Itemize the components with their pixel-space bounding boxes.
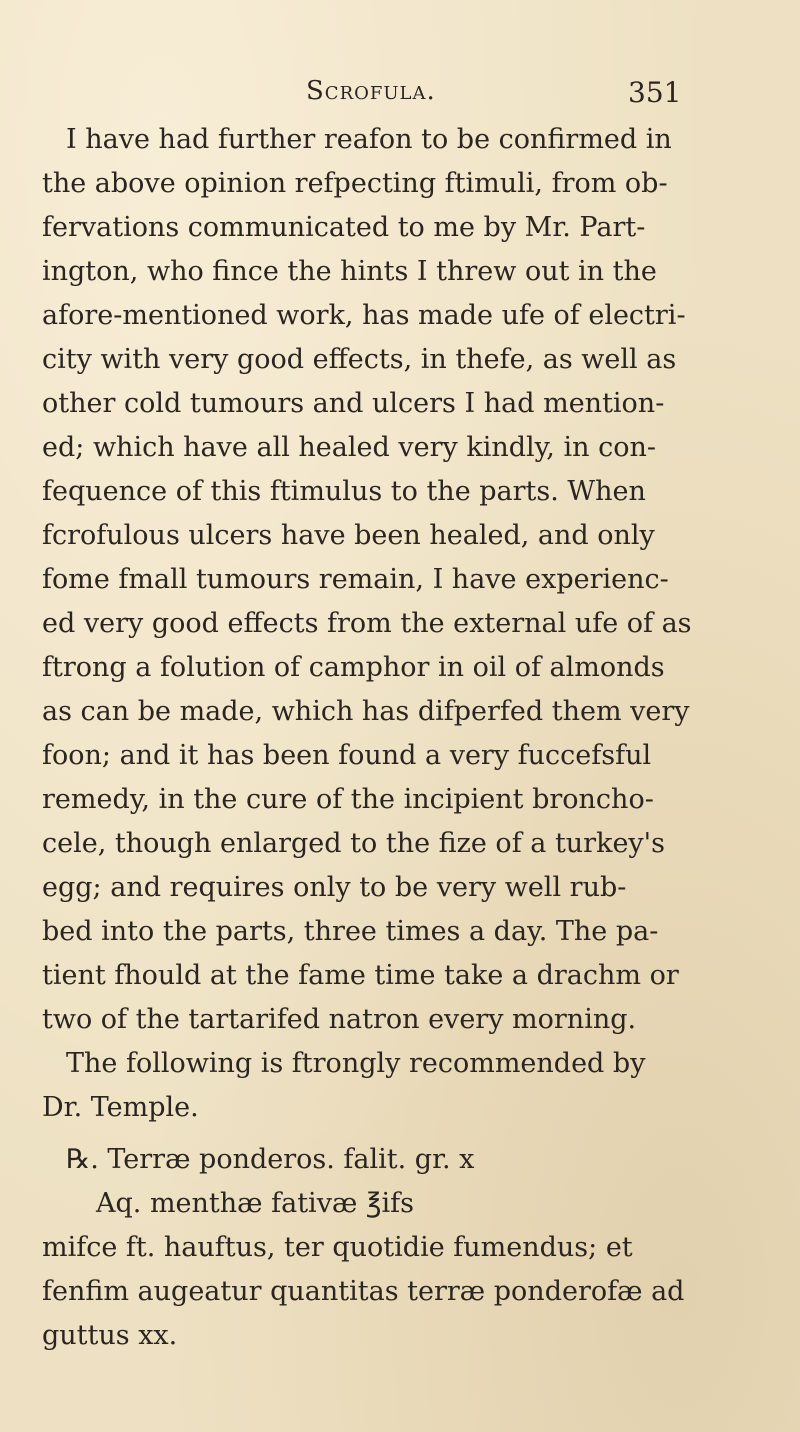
prescription-line: fenfim augeatur quantitas terræ ponderofæ ad <box>42 1276 685 1307</box>
text-line: remedy, in the cure of the incipient broncho- <box>42 784 654 815</box>
text-line: tient fhould at the fame time take a drachm or <box>42 960 679 991</box>
page-header <box>0 76 800 116</box>
text-line: fequence of this ftimulus to the parts. When <box>42 476 646 507</box>
text-line: I have had further reafon to be confirmed in <box>66 124 672 155</box>
text-line: ftrong a folution of camphor in oil of almonds <box>42 652 665 683</box>
text-line: fome fmall tumours remain, I have experienc- <box>42 564 669 595</box>
page-number: 351 <box>628 76 682 109</box>
text-line: Dr. Temple. <box>42 1092 199 1123</box>
prescription-line: Aq. menthæ fativæ ℥ifs <box>96 1188 414 1219</box>
text-line: ed very good effects from the external ufe of as <box>42 608 692 639</box>
text-line: fervations communicated to me by Mr. Part- <box>42 212 646 243</box>
text-line: The following is ftrongly recommended by <box>66 1048 646 1079</box>
text-line: fcrofulous ulcers have been healed, and only <box>42 520 655 551</box>
text-line: other cold tumours and ulcers I had mention- <box>42 388 665 419</box>
running-head: Scrofula. <box>306 76 436 106</box>
text-line: as can be made, which has difperfed them very <box>42 696 690 727</box>
text-line: afore-mentioned work, has made ufe of electri- <box>42 300 686 331</box>
text-line: cele, though enlarged to the fize of a turkey's <box>42 828 665 859</box>
text-line: foon; and it has been found a very fuccefsful <box>42 740 652 771</box>
text-line: city with very good effects, in thefe, as well as <box>42 344 677 375</box>
text-line: ed; which have all healed very kindly, in con- <box>42 432 656 463</box>
text-line: the above opinion refpecting ftimuli, from ob- <box>42 168 668 199</box>
text-line: bed into the parts, three times a day. The pa- <box>42 916 659 947</box>
text-line: ington, who fince the hints I threw out in the <box>42 256 657 287</box>
prescription-line: guttus xx. <box>42 1320 178 1351</box>
prescription-line: mifce ft. hauftus, ter quotidie fumendus; et <box>42 1232 633 1263</box>
text-line: egg; and requires only to be very well rub- <box>42 872 627 903</box>
text-line: two of the tartarifed natron every morning. <box>42 1004 637 1035</box>
prescription-line: ℞. Terræ ponderos. falit. gr. x <box>66 1144 475 1175</box>
